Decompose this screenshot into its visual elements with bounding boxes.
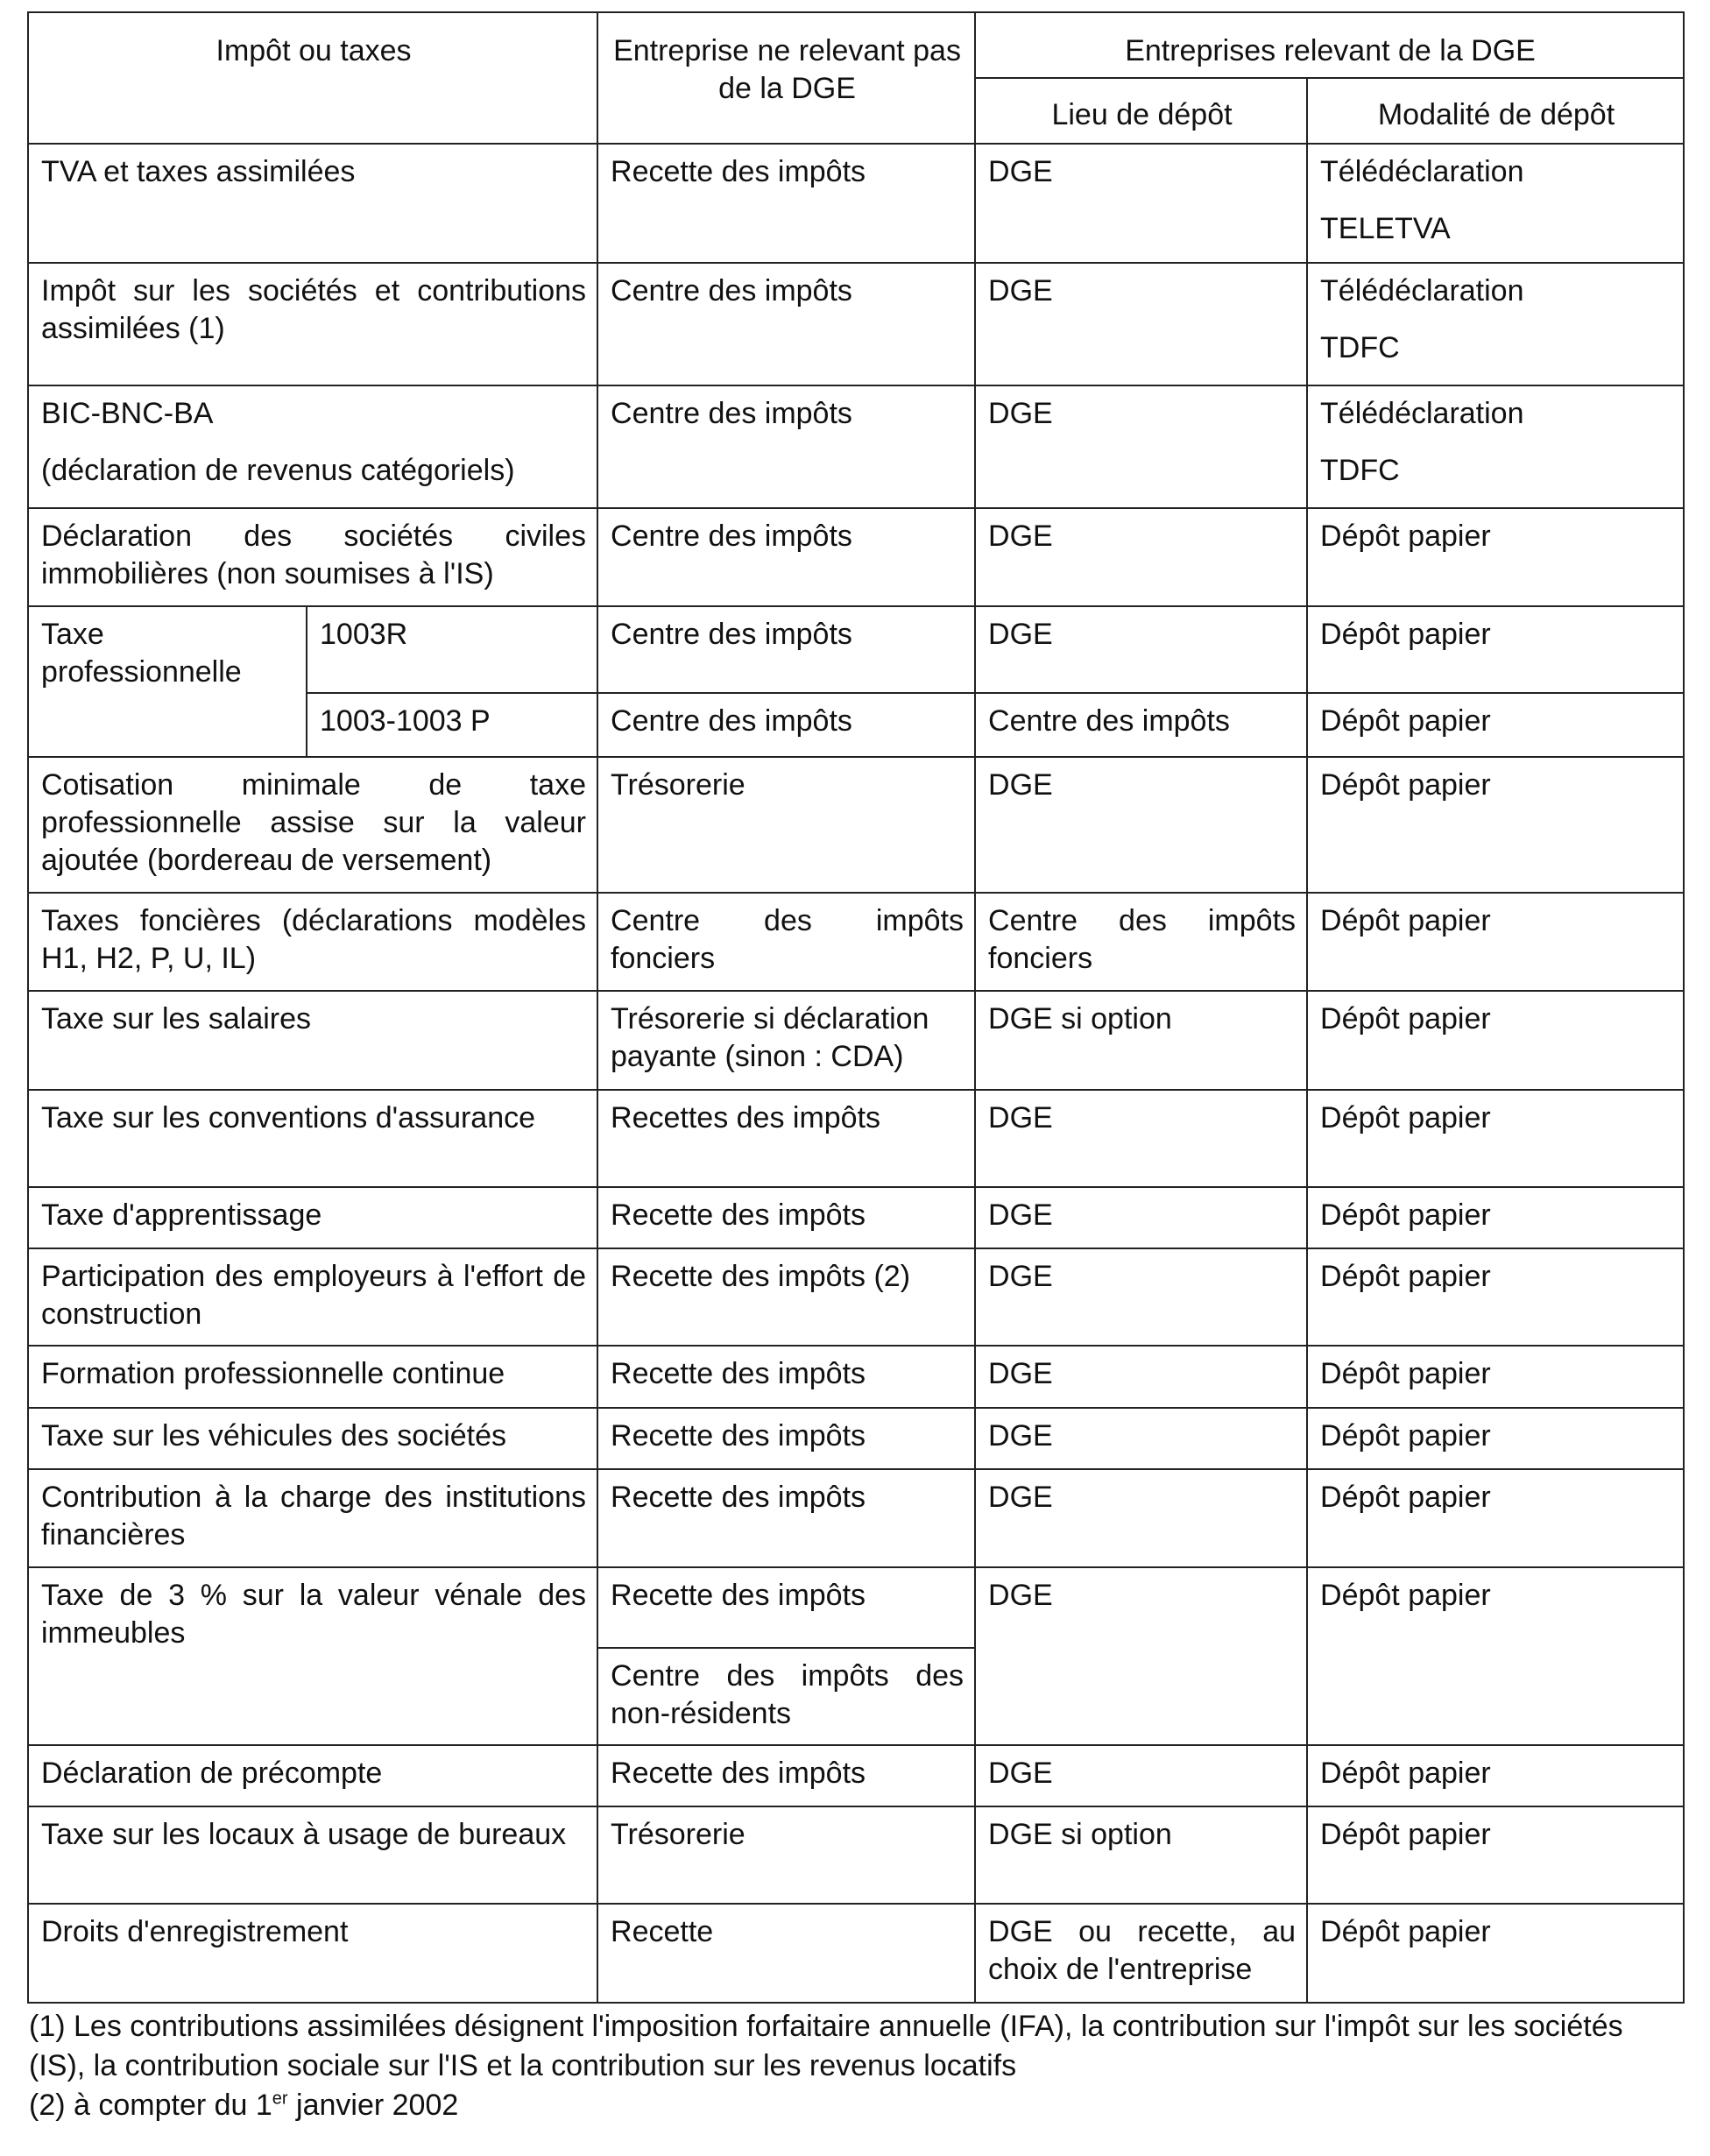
cell-tax: Taxe sur les salaires <box>28 991 597 1090</box>
cell-lieu: DGE <box>975 263 1307 385</box>
cell-tax: Participation des employeurs à l'effort de construction <box>28 1248 597 1346</box>
cell-lieu: DGE <box>975 385 1307 508</box>
table-row <box>28 1806 1684 1904</box>
cell-lieu: DGE <box>975 757 1307 893</box>
cell-tax: Droits d'enregistrement <box>28 1904 597 2003</box>
cell-non-dge: Trésorerie si déclaration payante (sinon : CDA) <box>597 991 975 1090</box>
cell-lieu: DGE <box>975 1248 1307 1346</box>
cell-modalite <box>1307 144 1684 263</box>
table-row <box>28 1469 1684 1567</box>
cell-lieu: DGE <box>975 1408 1307 1469</box>
cell-lieu: DGE <box>975 1745 1307 1806</box>
tax-line: BIC-BNC-BA <box>41 397 214 430</box>
table-row <box>28 1745 1684 1806</box>
cell-lieu: DGE <box>975 508 1307 606</box>
cell-non-dge: Recette des impôts (2) <box>597 1248 975 1346</box>
cell-modalite: Dépôt papier <box>1307 1469 1684 1567</box>
header-non-dge: Entreprise ne relevant pas de la DGE <box>597 12 975 144</box>
cell-modalite: Dépôt papier <box>1307 1806 1684 1904</box>
cell-lieu: DGE si option <box>975 991 1307 1090</box>
cell-modalite: Dépôt papier <box>1307 757 1684 893</box>
cell-modalite: Dépôt papier <box>1307 893 1684 991</box>
table-row <box>28 1248 1684 1346</box>
cell-modalite: Dépôt papier <box>1307 606 1684 693</box>
table-row <box>28 263 1684 385</box>
table-row <box>28 1567 1684 1648</box>
cell-modalite: Dépôt papier <box>1307 1248 1684 1346</box>
cell-tax: Impôt sur les sociétés et contributions assimilées (1) <box>28 263 597 385</box>
table-row <box>28 508 1684 606</box>
modalite-line: Télédéclaration <box>1320 155 1524 188</box>
cell-tax: Taxe d'apprentissage <box>28 1187 597 1248</box>
header-modalite: Modalité de dépôt <box>1307 78 1684 144</box>
cell-tax <box>28 385 597 508</box>
cell-non-dge: Centre des impôts <box>597 263 975 385</box>
cell-tax: Taxe professionnelle <box>28 606 307 757</box>
table-row <box>28 1408 1684 1469</box>
cell-tax: Déclaration des sociétés civiles immobilières (non soumises à l'IS) <box>28 508 597 606</box>
cell-tax: Cotisation minimale de taxe professionnelle assise sur la valeur ajoutée (bordereau de versement) <box>28 757 597 893</box>
cell-subtype: 1003R <box>307 606 597 693</box>
cell-modalite: Dépôt papier <box>1307 1745 1684 1806</box>
table-row <box>28 1090 1684 1187</box>
document-page <box>27 11 1683 2125</box>
cell-lieu: DGE <box>975 1567 1307 1745</box>
modalite-system: TDFC <box>1320 331 1400 364</box>
table-row <box>28 606 1684 693</box>
cell-lieu: DGE <box>975 1346 1307 1408</box>
cell-modalite: Dépôt papier <box>1307 693 1684 757</box>
cell-non-dge: Recette des impôts <box>597 1469 975 1567</box>
table-row <box>28 144 1684 263</box>
cell-modalite <box>1307 385 1684 508</box>
cell-non-dge: Recette des impôts <box>597 1346 975 1408</box>
cell-lieu: Centre des impôts <box>975 693 1307 757</box>
cell-tax: Taxe de 3 % sur la valeur vénale des immeubles <box>28 1567 597 1745</box>
table-row <box>28 991 1684 1090</box>
modalite-line: Télédéclaration <box>1320 274 1524 307</box>
cell-non-dge: Centre des impôts <box>597 606 975 693</box>
cell-modalite: Dépôt papier <box>1307 508 1684 606</box>
cell-tax: Contribution à la charge des institutions financières <box>28 1469 597 1567</box>
footnote-2-superscript: er <box>272 2089 288 2109</box>
cell-non-dge: Centre des impôts <box>597 693 975 757</box>
cell-lieu: DGE <box>975 144 1307 263</box>
cell-modalite: Dépôt papier <box>1307 1408 1684 1469</box>
cell-tax: Formation professionnelle continue <box>28 1346 597 1408</box>
tax-filing-table <box>27 11 1685 2004</box>
cell-tax: TVA et taxes assimilées <box>28 144 597 263</box>
modalite-line: Télédéclaration <box>1320 397 1524 430</box>
footnote-2 <box>29 2086 1683 2125</box>
tax-detail: (déclaration de revenus catégoriels) <box>41 454 515 487</box>
footnote-2-date: janvier 2002 <box>287 2089 459 2122</box>
header-lieu: Lieu de dépôt <box>975 78 1307 144</box>
cell-modalite: Dépôt papier <box>1307 1090 1684 1187</box>
header-tax: Impôt ou taxes <box>28 12 597 144</box>
footnotes <box>27 2007 1683 2125</box>
cell-non-dge: Recette des impôts <box>597 144 975 263</box>
table-row <box>28 757 1684 893</box>
cell-non-dge: Recette des impôts <box>597 1187 975 1248</box>
cell-tax: Taxe sur les locaux à usage de bureaux <box>28 1806 597 1904</box>
cell-tax: Taxes foncières (déclarations modèles H1, H2, P, U, IL) <box>28 893 597 991</box>
header-dge-group: Entreprises relevant de la DGE <box>975 12 1684 78</box>
cell-non-dge: Trésorerie <box>597 757 975 893</box>
cell-non-dge: Centre des impôts des non-résidents <box>597 1648 975 1745</box>
cell-non-dge: Recette des impôts <box>597 1745 975 1806</box>
cell-tax: Taxe sur les conventions d'assurance <box>28 1090 597 1187</box>
modalite-system: TELETVA <box>1320 212 1451 245</box>
cell-non-dge: Recette des impôts <box>597 1567 975 1648</box>
cell-modalite <box>1307 263 1684 385</box>
cell-lieu: DGE ou recette, au choix de l'entreprise <box>975 1904 1307 2003</box>
table-row <box>28 893 1684 991</box>
cell-modalite: Dépôt papier <box>1307 1346 1684 1408</box>
cell-lieu: DGE <box>975 1469 1307 1567</box>
table-row <box>28 385 1684 508</box>
table-row <box>28 1187 1684 1248</box>
modalite-system: TDFC <box>1320 454 1400 487</box>
cell-non-dge: Recettes des impôts <box>597 1090 975 1187</box>
table-row <box>28 1904 1684 2003</box>
cell-lieu: DGE <box>975 1090 1307 1187</box>
cell-modalite: Dépôt papier <box>1307 1904 1684 2003</box>
cell-modalite: Dépôt papier <box>1307 1187 1684 1248</box>
cell-non-dge: Recette des impôts <box>597 1408 975 1469</box>
cell-non-dge: Centre des impôts <box>597 508 975 606</box>
cell-lieu: DGE si option <box>975 1806 1307 1904</box>
cell-non-dge: Centre des impôts <box>597 385 975 508</box>
cell-lieu: Centre des impôts fonciers <box>975 893 1307 991</box>
cell-modalite: Dépôt papier <box>1307 991 1684 1090</box>
footnote-2-text: (2) à compter du 1 <box>29 2089 272 2122</box>
cell-lieu: DGE <box>975 606 1307 693</box>
cell-subtype: 1003-1003 P <box>307 693 597 757</box>
cell-modalite: Dépôt papier <box>1307 1567 1684 1745</box>
table-header-row <box>28 12 1684 78</box>
cell-non-dge: Trésorerie <box>597 1806 975 1904</box>
cell-tax: Déclaration de précompte <box>28 1745 597 1806</box>
table-row <box>28 1346 1684 1408</box>
footnote-1: (1) Les contributions assimilées désignent l'imposition forfaitaire annuelle (IFA), la contribution sur l'impôt sur les sociétés (IS), la contribution sociale sur l'IS et la contribution sur les revenus locatifs <box>29 2010 1623 2082</box>
cell-lieu: DGE <box>975 1187 1307 1248</box>
cell-non-dge: Centre des impôts fonciers <box>597 893 975 991</box>
cell-tax: Taxe sur les véhicules des sociétés <box>28 1408 597 1469</box>
cell-non-dge: Recette <box>597 1904 975 2003</box>
